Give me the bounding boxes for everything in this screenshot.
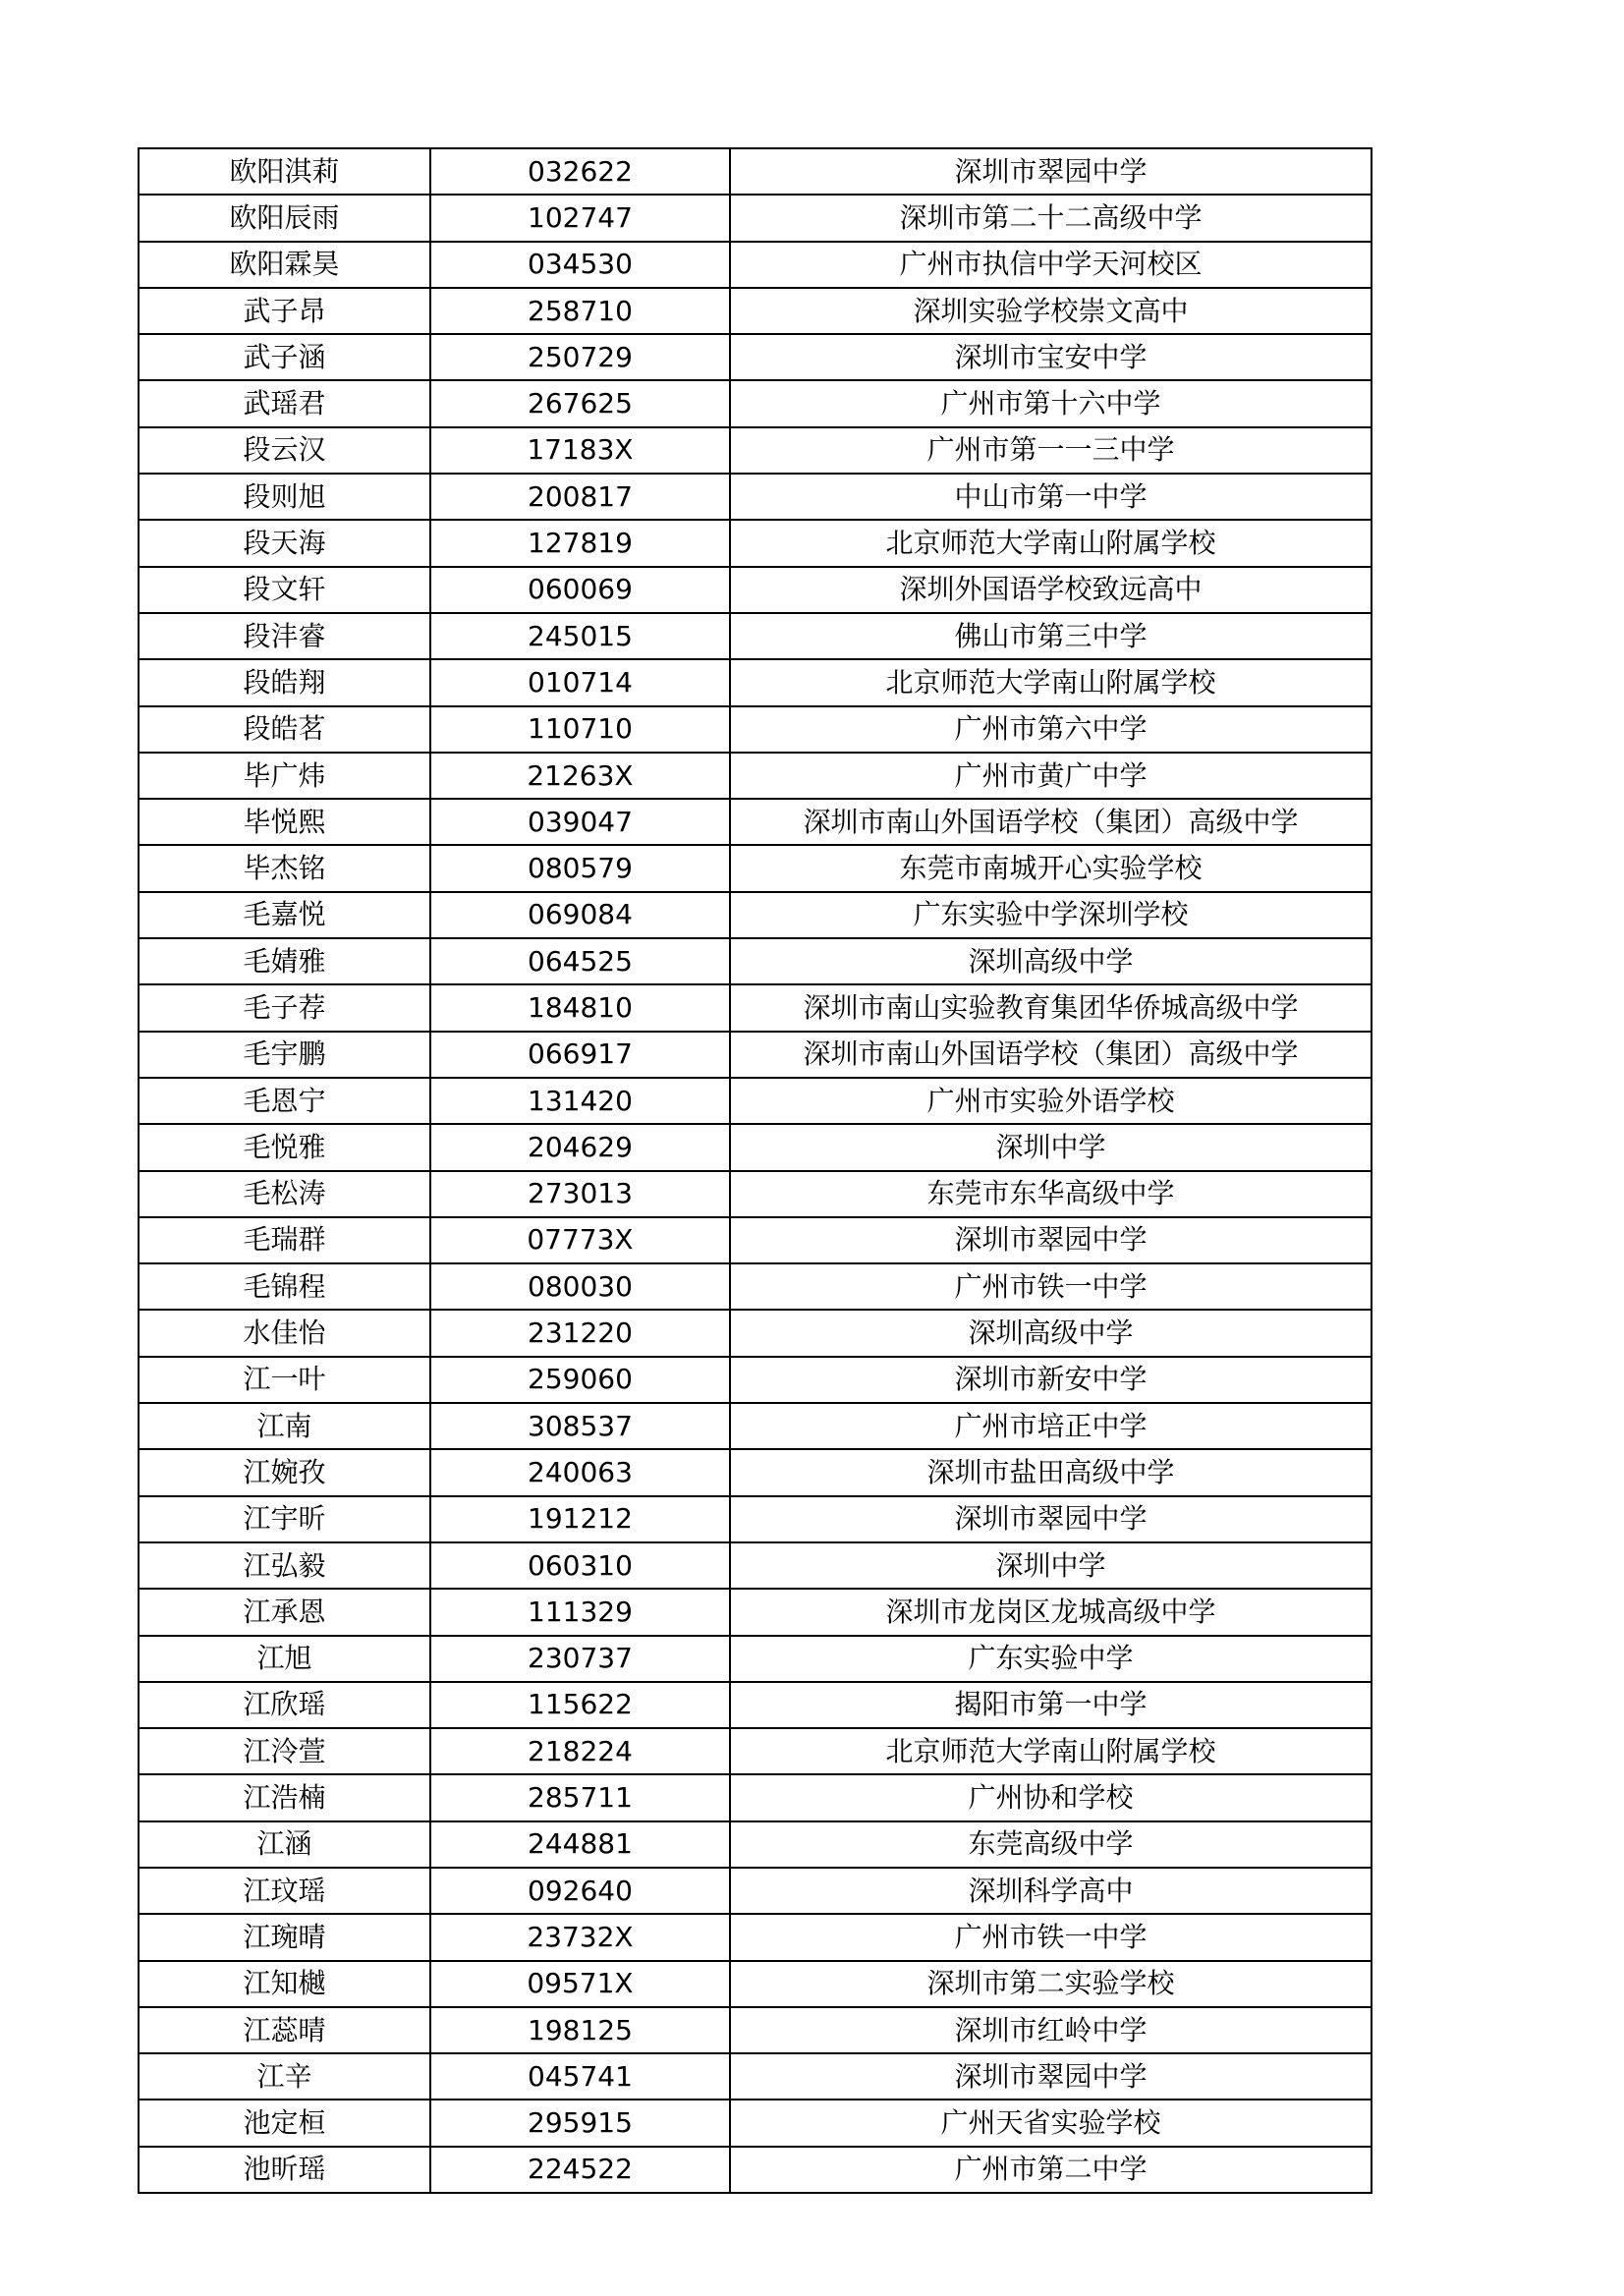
student-name-cell: 江玟瑶 xyxy=(139,1868,430,1914)
student-id-cell: 231220 xyxy=(430,1310,730,1356)
school-name-cell: 深圳市红岭中学 xyxy=(730,2007,1372,2053)
table-row xyxy=(139,1821,1372,1868)
student-name-cell: 毛瑞群 xyxy=(139,1217,430,1263)
student-id-cell: 080030 xyxy=(430,1263,730,1310)
student-id-cell: 21263X xyxy=(430,753,730,799)
student-name-cell: 毛子荐 xyxy=(139,984,430,1031)
student-name-cell: 江宇昕 xyxy=(139,1496,430,1542)
student-id-cell: 092640 xyxy=(430,1868,730,1914)
school-name-cell: 深圳市龙岗区龙城高级中学 xyxy=(730,1589,1372,1635)
table-row xyxy=(139,613,1372,659)
school-name-cell: 广州市第一一三中学 xyxy=(730,427,1372,474)
school-name-cell: 广州市第十六中学 xyxy=(730,380,1372,426)
student-name-cell: 武子涵 xyxy=(139,334,430,380)
student-name-cell: 水佳怡 xyxy=(139,1310,430,1356)
student-id-cell: 09571X xyxy=(430,1961,730,2007)
school-name-cell: 深圳高级中学 xyxy=(730,938,1372,984)
school-name-cell: 深圳市第二十二高级中学 xyxy=(730,195,1372,241)
student-id-cell: 080579 xyxy=(430,845,730,891)
school-name-cell: 北京师范大学南山附属学校 xyxy=(730,1728,1372,1774)
school-name-cell: 深圳外国语学校致远高中 xyxy=(730,567,1372,613)
student-id-cell: 034530 xyxy=(430,242,730,288)
school-name-cell: 深圳市南山外国语学校（集团）高级中学 xyxy=(730,1032,1372,1078)
table-row xyxy=(139,2053,1372,2100)
table-row xyxy=(139,1961,1372,2007)
school-name-cell: 北京师范大学南山附属学校 xyxy=(730,520,1372,566)
table-row xyxy=(139,1682,1372,1728)
school-name-cell: 深圳科学高中 xyxy=(730,1868,1372,1914)
table-row xyxy=(139,1589,1372,1635)
student-name-cell: 江知樾 xyxy=(139,1961,430,2007)
student-id-cell: 240063 xyxy=(430,1449,730,1495)
table-row xyxy=(139,1868,1372,1914)
student-id-cell: 127819 xyxy=(430,520,730,566)
table-row xyxy=(139,706,1372,753)
student-name-cell: 江欣瑶 xyxy=(139,1682,430,1728)
student-id-cell: 045741 xyxy=(430,2053,730,2100)
school-name-cell: 广州市第六中学 xyxy=(730,706,1372,753)
table-row xyxy=(139,938,1372,984)
school-name-cell: 深圳市南山实验教育集团华侨城高级中学 xyxy=(730,984,1372,1031)
student-id-cell: 267625 xyxy=(430,380,730,426)
table-row xyxy=(139,1357,1372,1403)
school-name-cell: 广州市第二中学 xyxy=(730,2147,1372,2193)
school-name-cell: 深圳市翠园中学 xyxy=(730,1217,1372,1263)
school-name-cell: 揭阳市第一中学 xyxy=(730,1682,1372,1728)
student-id-cell: 115622 xyxy=(430,1682,730,1728)
table-row xyxy=(139,1542,1372,1589)
student-name-cell: 段皓翔 xyxy=(139,659,430,705)
student-id-cell: 069084 xyxy=(430,892,730,938)
roster-table-body xyxy=(139,148,1372,2193)
school-name-cell: 东莞高级中学 xyxy=(730,1821,1372,1868)
school-name-cell: 广州协和学校 xyxy=(730,1774,1372,1820)
table-row xyxy=(139,1449,1372,1495)
student-name-cell: 江辛 xyxy=(139,2053,430,2100)
student-name-cell: 武瑶君 xyxy=(139,380,430,426)
table-row xyxy=(139,148,1372,195)
student-name-cell: 欧阳辰雨 xyxy=(139,195,430,241)
school-name-cell: 广州市执信中学天河校区 xyxy=(730,242,1372,288)
student-name-cell: 段云汉 xyxy=(139,427,430,474)
student-name-cell: 段则旭 xyxy=(139,474,430,520)
table-row xyxy=(139,1171,1372,1217)
school-name-cell: 东莞市东华高级中学 xyxy=(730,1171,1372,1217)
student-name-cell: 江泠萱 xyxy=(139,1728,430,1774)
student-name-cell: 段沣睿 xyxy=(139,613,430,659)
school-name-cell: 广州市铁一中学 xyxy=(730,1263,1372,1310)
table-row xyxy=(139,1310,1372,1356)
student-name-cell: 欧阳霖昊 xyxy=(139,242,430,288)
school-name-cell: 中山市第一中学 xyxy=(730,474,1372,520)
student-id-cell: 244881 xyxy=(430,1821,730,1868)
student-name-cell: 段皓茗 xyxy=(139,706,430,753)
student-name-cell: 毛悦雅 xyxy=(139,1124,430,1170)
school-name-cell: 深圳中学 xyxy=(730,1542,1372,1589)
student-id-cell: 102747 xyxy=(430,195,730,241)
student-id-cell: 224522 xyxy=(430,2147,730,2193)
table-row xyxy=(139,1774,1372,1820)
student-name-cell: 毕广炜 xyxy=(139,753,430,799)
school-name-cell: 广州市铁一中学 xyxy=(730,1914,1372,1960)
student-name-cell: 池昕瑶 xyxy=(139,2147,430,2193)
student-id-cell: 111329 xyxy=(430,1589,730,1635)
table-row xyxy=(139,567,1372,613)
table-row xyxy=(139,892,1372,938)
student-name-cell: 毛婧雅 xyxy=(139,938,430,984)
table-row xyxy=(139,659,1372,705)
student-name-cell: 段文轩 xyxy=(139,567,430,613)
table-row xyxy=(139,799,1372,845)
student-name-cell: 池定桓 xyxy=(139,2100,430,2146)
table-row xyxy=(139,1078,1372,1124)
student-name-cell: 江旭 xyxy=(139,1636,430,1682)
school-name-cell: 广东实验中学深圳学校 xyxy=(730,892,1372,938)
school-name-cell: 深圳中学 xyxy=(730,1124,1372,1170)
school-name-cell: 深圳市翠园中学 xyxy=(730,2053,1372,2100)
table-row xyxy=(139,1914,1372,1960)
school-name-cell: 佛山市第三中学 xyxy=(730,613,1372,659)
student-id-cell: 191212 xyxy=(430,1496,730,1542)
student-name-cell: 江蕊晴 xyxy=(139,2007,430,2053)
student-name-cell: 江南 xyxy=(139,1403,430,1449)
student-name-cell: 江一叶 xyxy=(139,1357,430,1403)
student-id-cell: 273013 xyxy=(430,1171,730,1217)
table-row xyxy=(139,1217,1372,1263)
student-name-cell: 毛恩宁 xyxy=(139,1078,430,1124)
school-name-cell: 东莞市南城开心实验学校 xyxy=(730,845,1372,891)
student-id-cell: 060310 xyxy=(430,1542,730,1589)
student-id-cell: 250729 xyxy=(430,334,730,380)
student-name-cell: 江承恩 xyxy=(139,1589,430,1635)
table-row xyxy=(139,334,1372,380)
student-id-cell: 259060 xyxy=(430,1357,730,1403)
student-name-cell: 段天海 xyxy=(139,520,430,566)
school-name-cell: 深圳市宝安中学 xyxy=(730,334,1372,380)
student-name-cell: 毛宇鹏 xyxy=(139,1032,430,1078)
student-name-cell: 毛松涛 xyxy=(139,1171,430,1217)
student-id-cell: 17183X xyxy=(430,427,730,474)
table-row xyxy=(139,753,1372,799)
table-row xyxy=(139,427,1372,474)
school-name-cell: 深圳市第二实验学校 xyxy=(730,1961,1372,2007)
school-name-cell: 广州市培正中学 xyxy=(730,1403,1372,1449)
student-id-cell: 110710 xyxy=(430,706,730,753)
student-id-cell: 200817 xyxy=(430,474,730,520)
school-name-cell: 深圳实验学校崇文高中 xyxy=(730,288,1372,334)
student-name-cell: 毛锦程 xyxy=(139,1263,430,1310)
table-row xyxy=(139,1032,1372,1078)
student-id-cell: 204629 xyxy=(430,1124,730,1170)
table-row xyxy=(139,380,1372,426)
student-id-cell: 198125 xyxy=(430,2007,730,2053)
student-name-cell: 江浩楠 xyxy=(139,1774,430,1820)
student-id-cell: 032622 xyxy=(430,148,730,195)
table-row xyxy=(139,845,1372,891)
school-name-cell: 深圳市新安中学 xyxy=(730,1357,1372,1403)
student-name-cell: 毕杰铭 xyxy=(139,845,430,891)
student-id-cell: 285711 xyxy=(430,1774,730,1820)
school-name-cell: 广州市实验外语学校 xyxy=(730,1078,1372,1124)
table-row xyxy=(139,2100,1372,2146)
school-name-cell: 广州市黄广中学 xyxy=(730,753,1372,799)
table-row xyxy=(139,2147,1372,2193)
school-name-cell: 深圳高级中学 xyxy=(730,1310,1372,1356)
student-name-cell: 江婉孜 xyxy=(139,1449,430,1495)
school-name-cell: 广州天省实验学校 xyxy=(730,2100,1372,2146)
table-row xyxy=(139,288,1372,334)
school-name-cell: 广东实验中学 xyxy=(730,1636,1372,1682)
student-id-cell: 23732X xyxy=(430,1914,730,1960)
student-id-cell: 131420 xyxy=(430,1078,730,1124)
student-id-cell: 308537 xyxy=(430,1403,730,1449)
student-id-cell: 066917 xyxy=(430,1032,730,1078)
table-row xyxy=(139,1636,1372,1682)
student-name-cell: 毕悦熙 xyxy=(139,799,430,845)
student-name-cell: 毛嘉悦 xyxy=(139,892,430,938)
student-id-cell: 258710 xyxy=(430,288,730,334)
student-id-cell: 064525 xyxy=(430,938,730,984)
school-name-cell: 深圳市翠园中学 xyxy=(730,148,1372,195)
table-row xyxy=(139,984,1372,1031)
school-name-cell: 深圳市南山外国语学校（集团）高级中学 xyxy=(730,799,1372,845)
student-roster-table xyxy=(138,147,1372,2194)
table-row xyxy=(139,242,1372,288)
student-id-cell: 010714 xyxy=(430,659,730,705)
student-name-cell: 江弘毅 xyxy=(139,1542,430,1589)
student-id-cell: 218224 xyxy=(430,1728,730,1774)
student-id-cell: 039047 xyxy=(430,799,730,845)
table-row xyxy=(139,1728,1372,1774)
table-row xyxy=(139,1496,1372,1542)
student-id-cell: 07773X xyxy=(430,1217,730,1263)
student-name-cell: 武子昂 xyxy=(139,288,430,334)
table-row xyxy=(139,2007,1372,2053)
school-name-cell: 深圳市盐田高级中学 xyxy=(730,1449,1372,1495)
table-row xyxy=(139,1124,1372,1170)
table-row xyxy=(139,195,1372,241)
student-id-cell: 230737 xyxy=(430,1636,730,1682)
table-row xyxy=(139,474,1372,520)
student-name-cell: 江琬晴 xyxy=(139,1914,430,1960)
table-row xyxy=(139,1263,1372,1310)
student-id-cell: 184810 xyxy=(430,984,730,1031)
student-id-cell: 060069 xyxy=(430,567,730,613)
school-name-cell: 北京师范大学南山附属学校 xyxy=(730,659,1372,705)
student-name-cell: 江涵 xyxy=(139,1821,430,1868)
student-id-cell: 295915 xyxy=(430,2100,730,2146)
table-row xyxy=(139,520,1372,566)
table-row xyxy=(139,1403,1372,1449)
student-id-cell: 245015 xyxy=(430,613,730,659)
school-name-cell: 深圳市翠园中学 xyxy=(730,1496,1372,1542)
student-name-cell: 欧阳淇莉 xyxy=(139,148,430,195)
